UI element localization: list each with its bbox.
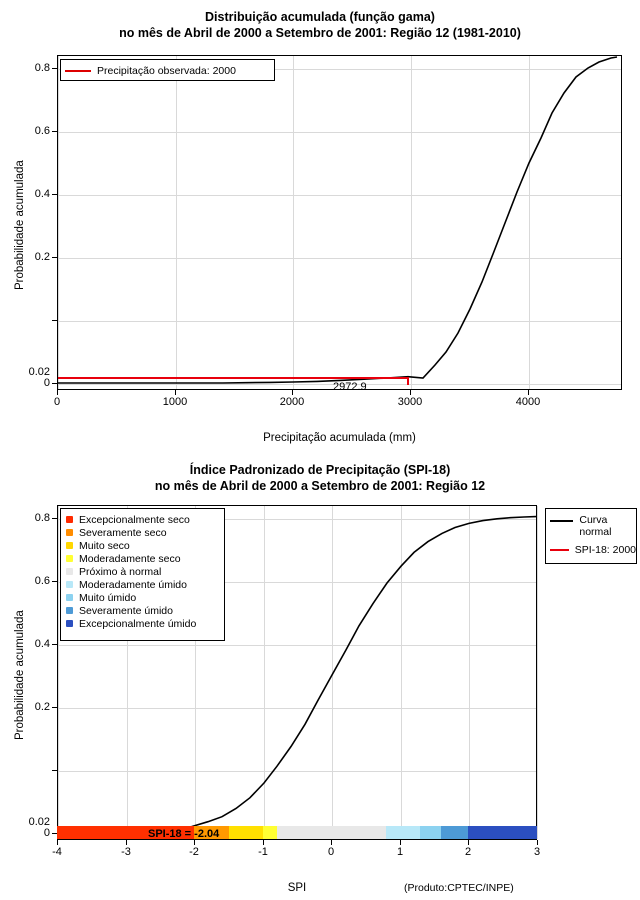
- ytick: [52, 131, 57, 132]
- legend-label: SPI-18: 2000: [574, 543, 636, 556]
- xtick: [331, 840, 332, 845]
- xtick-label: 3: [533, 846, 541, 858]
- legend-item: [61, 552, 224, 565]
- legend-label: Muito úmido: [79, 591, 137, 604]
- legend-label: Muito seco: [79, 539, 130, 552]
- ytick-label: 0: [43, 827, 50, 839]
- xtick-label: 2000: [279, 396, 305, 408]
- ytick: [52, 257, 57, 258]
- category-band: [468, 826, 537, 839]
- ytick-label: 0.6: [34, 125, 50, 137]
- xtick-label: 1: [396, 846, 404, 858]
- legend-line-icon: [550, 520, 573, 522]
- legend-item: [546, 514, 636, 540]
- legend-color-swatch: [66, 529, 73, 536]
- xtick: [194, 840, 195, 845]
- legend-color-swatch: [66, 594, 73, 601]
- xtick: [468, 840, 469, 845]
- category-band: [420, 826, 441, 839]
- xtick-label: 2: [464, 846, 472, 858]
- xtick-label: 4000: [515, 396, 541, 408]
- legend-label: Excepcionalmente seco: [79, 513, 190, 526]
- xtick-label: -4: [52, 846, 62, 858]
- ytick-label: 0.4: [34, 638, 50, 650]
- credit-label: (Produto:CPTEC/INPE): [404, 882, 514, 894]
- gamma-yaxis-title: Probabilidade acumulada: [14, 160, 26, 290]
- xtick: [126, 840, 127, 845]
- spi-subtitle: no mês de Abril de 2000 a Setembro de 2001: Região 12: [154, 479, 486, 493]
- ytick-label: 0: [43, 377, 50, 389]
- ytick-label-002: 0.02: [28, 816, 50, 828]
- category-band: [277, 826, 386, 839]
- legend-color-swatch: [66, 555, 73, 562]
- observed-vertical-line: [407, 377, 409, 385]
- legend-item: [61, 64, 274, 77]
- ytick: [52, 707, 57, 708]
- legend-label: Excepcionalmente úmido: [79, 617, 197, 630]
- legend-label: Severamente úmido: [79, 604, 173, 617]
- xtick: [57, 840, 58, 845]
- spi-value-label: SPI-18 = -2.04: [148, 828, 220, 840]
- xtick: [528, 390, 529, 395]
- legend-item: [61, 526, 224, 539]
- legend-color-swatch: [66, 542, 73, 549]
- xtick-label: -1: [258, 846, 268, 858]
- legend-item: [61, 578, 224, 591]
- legend-label: Moderadamente úmido: [79, 578, 187, 591]
- spi-panel: [0, 450, 640, 900]
- spi-title: Índice Padronizado de Precipitação (SPI-18): [189, 463, 451, 477]
- ytick: [52, 194, 57, 195]
- ytick: [52, 320, 57, 321]
- xtick: [410, 390, 411, 395]
- gamma-curve: [58, 56, 621, 389]
- ytick: [52, 644, 57, 645]
- gridline-v: [537, 506, 538, 839]
- xtick: [263, 840, 264, 845]
- legend-item: [546, 543, 636, 556]
- ytick-label: 0.2: [34, 251, 50, 263]
- xtick-label: -3: [121, 846, 131, 858]
- legend-item: [61, 604, 224, 617]
- gamma-subtitle: no mês de Abril de 2000 a Setembro de 2001: Região 12 (1981-2010): [119, 26, 521, 40]
- ytick-label: 0.4: [34, 188, 50, 200]
- ytick-label: 0.6: [34, 575, 50, 587]
- gamma-xaxis-title: Precipitação acumulada (mm): [263, 432, 416, 444]
- xtick: [400, 840, 401, 845]
- legend-color-swatch: [66, 620, 73, 627]
- spi-yaxis-title: Probabilidade acumulada: [14, 610, 26, 740]
- spi-category-bar: [57, 826, 537, 839]
- ytick-label-002: 0.02: [28, 366, 50, 378]
- xtick: [57, 390, 58, 395]
- xtick: [537, 840, 538, 845]
- xtick-label: 3000: [397, 396, 423, 408]
- legend-item: [61, 617, 224, 630]
- legend-item: [61, 591, 224, 604]
- observed-horizontal-line: [58, 377, 408, 379]
- xtick-label: -2: [189, 846, 199, 858]
- gamma-plot-area: [57, 55, 622, 390]
- legend-color-swatch: [66, 568, 73, 575]
- ytick: [52, 581, 57, 582]
- legend-item: [61, 565, 224, 578]
- xtick: [292, 390, 293, 395]
- gamma-title: Distribuição acumulada (função gama): [205, 10, 435, 24]
- legend-label: Moderadamente seco: [79, 552, 181, 565]
- ytick-label: 0.8: [34, 62, 50, 74]
- ytick-label: 0.8: [34, 512, 50, 524]
- legend-item: [61, 513, 224, 526]
- legend-color-swatch: [66, 581, 73, 588]
- spi-curve-legend: [545, 508, 637, 564]
- legend-label: Curva normal: [579, 514, 612, 538]
- xtick-label: 0: [53, 396, 61, 408]
- legend-line-icon: [65, 70, 91, 72]
- legend-label: Precipitação observada: 2000: [97, 64, 236, 77]
- ytick: [52, 383, 57, 384]
- category-band: [263, 826, 277, 839]
- legend-color-swatch: [66, 516, 73, 523]
- ytick: [52, 770, 57, 771]
- ytick: [52, 68, 57, 69]
- legend-label: Severamente seco: [79, 526, 167, 539]
- xtick: [175, 390, 176, 395]
- xtick-label: 0: [327, 846, 335, 858]
- category-band: [441, 826, 468, 839]
- gamma-legend: [60, 59, 275, 81]
- ytick: [52, 518, 57, 519]
- ytick-label: 0.2: [34, 701, 50, 713]
- category-band: [229, 826, 263, 839]
- legend-line-icon: [550, 549, 569, 551]
- spi-xaxis-title: SPI: [287, 882, 307, 894]
- observed-value-label: 2972.9: [333, 381, 367, 393]
- legend-label: Próximo à normal: [79, 565, 162, 578]
- legend-color-swatch: [66, 607, 73, 614]
- xtick-label: 1000: [162, 396, 188, 408]
- spi-category-legend: [60, 508, 225, 641]
- legend-item: [61, 539, 224, 552]
- category-band: [386, 826, 420, 839]
